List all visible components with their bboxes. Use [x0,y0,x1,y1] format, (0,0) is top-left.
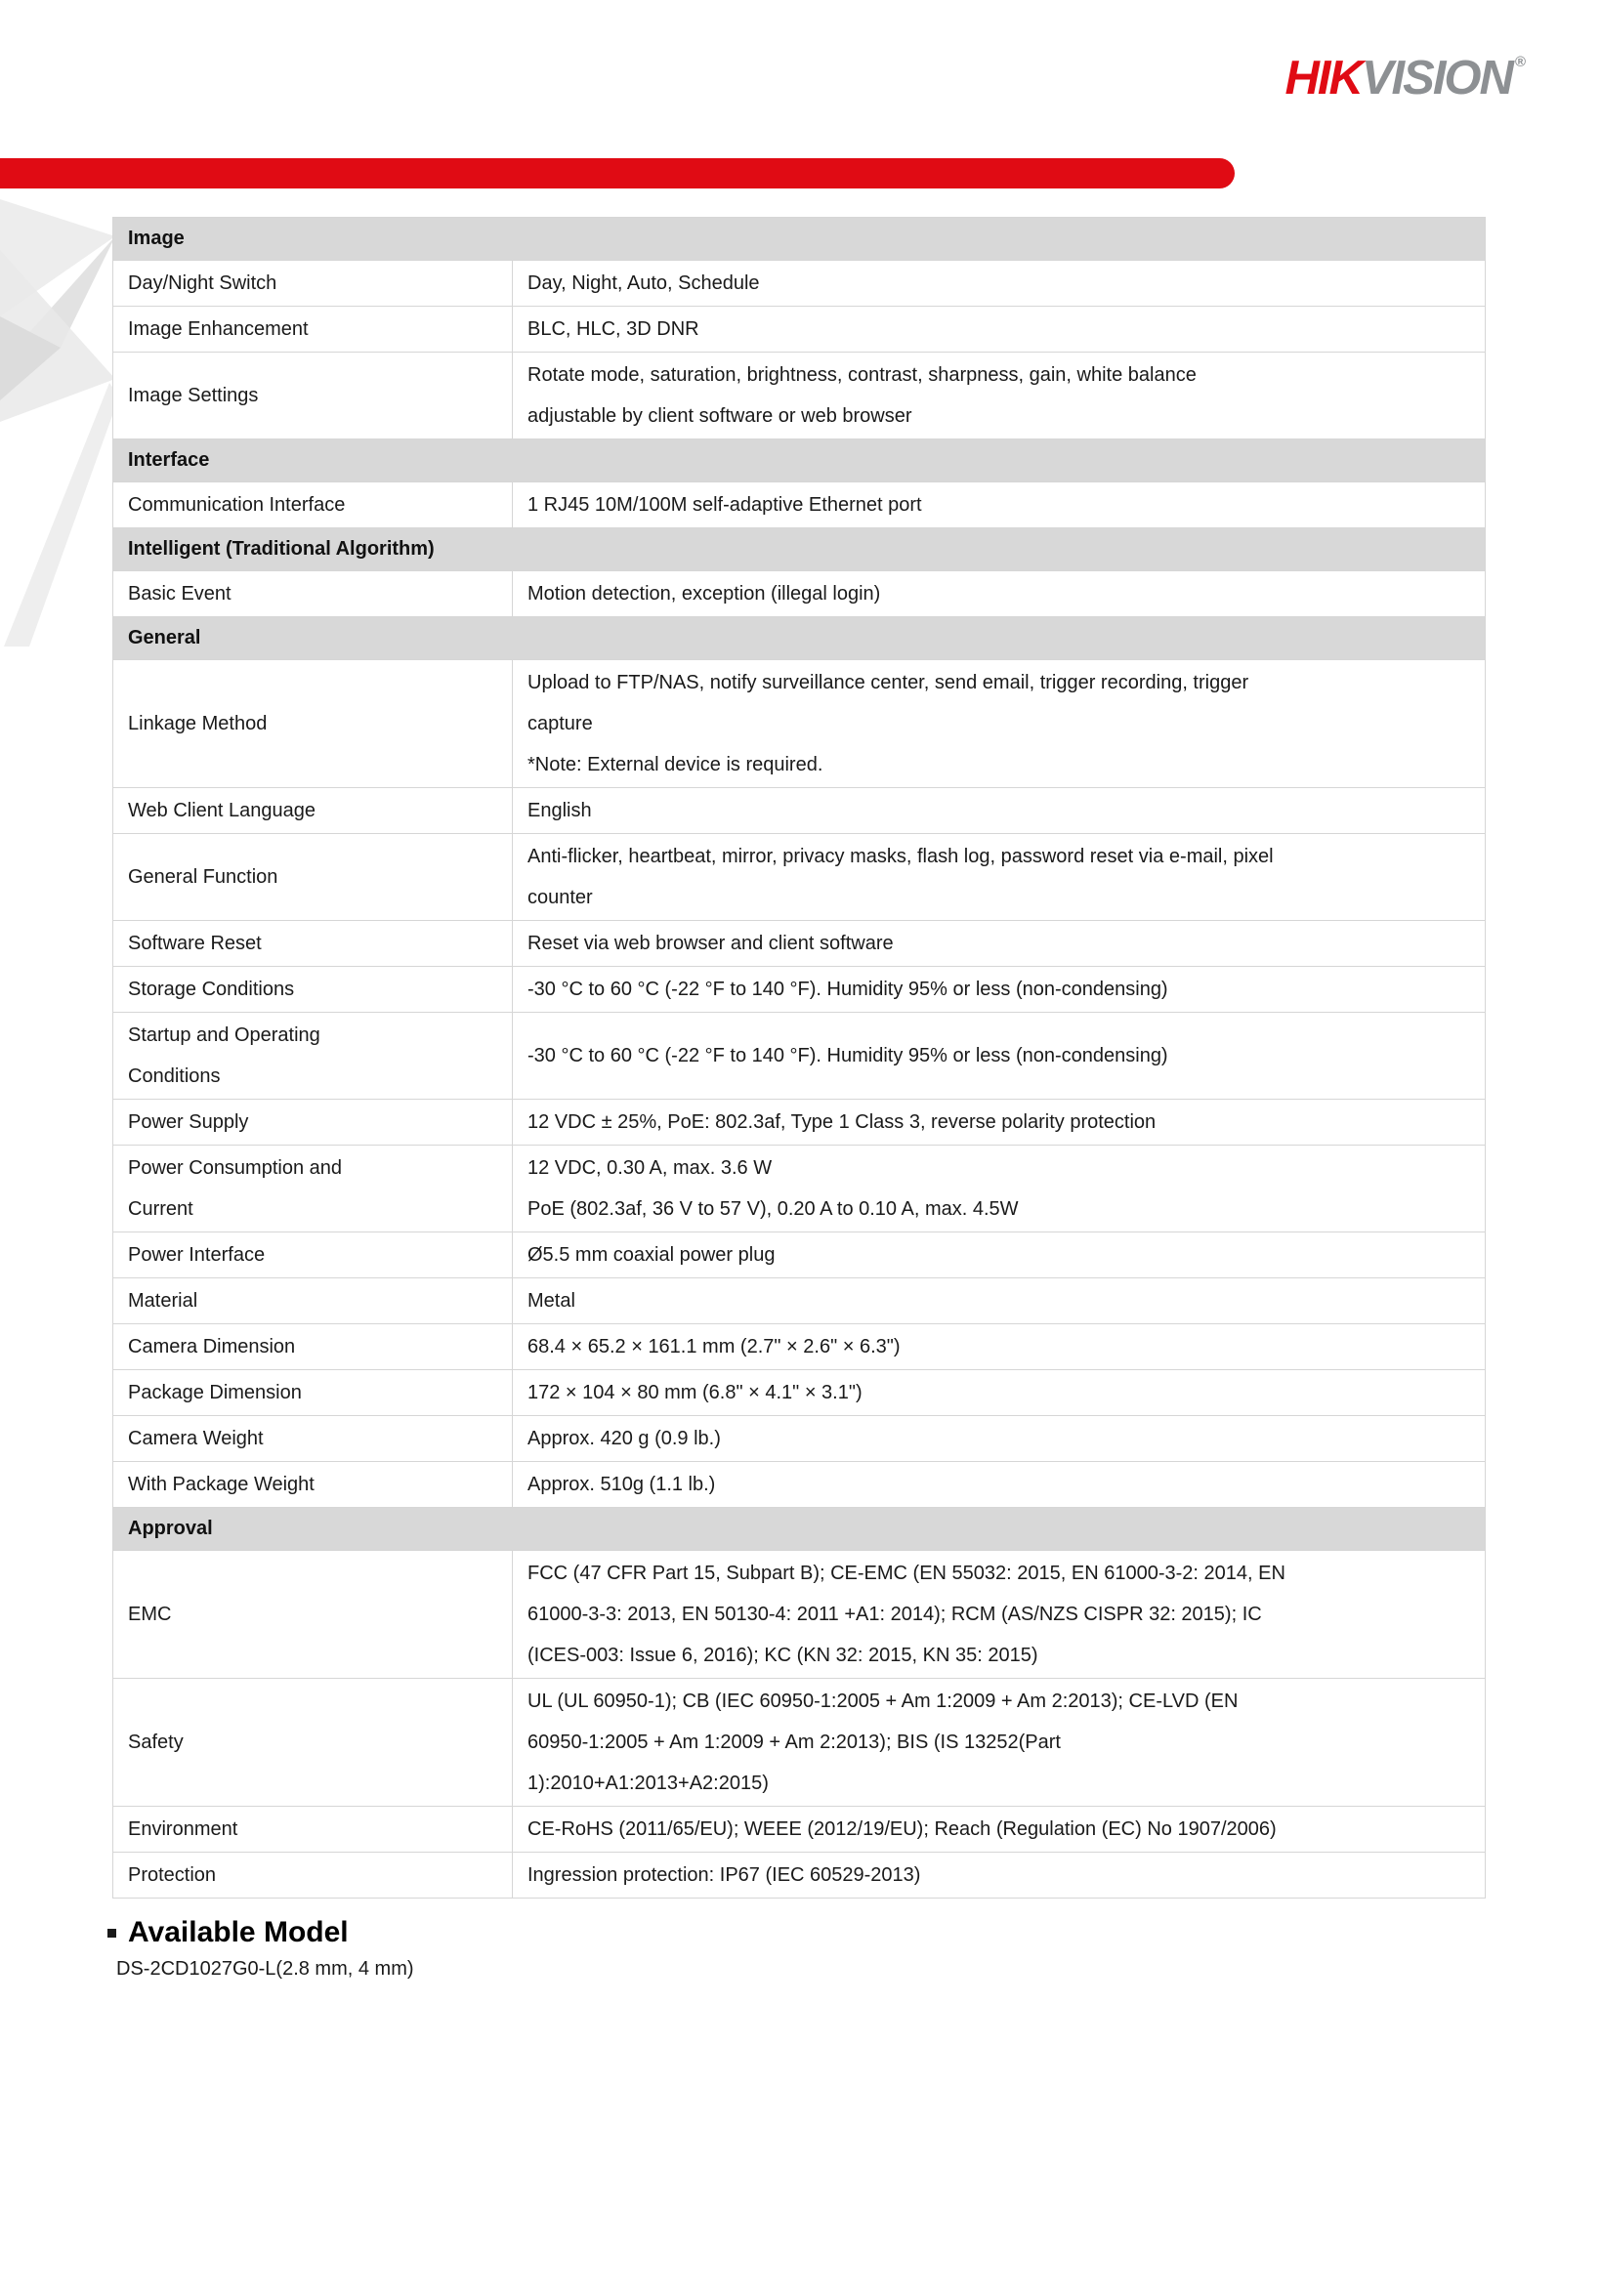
spec-value-line: 1):2010+A1:2013+A2:2015) [527,1773,769,1794]
spec-value-line: Anti-flicker, heartbeat, mirror, privacy masks, flash log, password reset via e-mail, pixel [527,846,1274,867]
spec-value-cell [513,1278,1485,1323]
spec-value-cell [513,307,1485,352]
section-header-label: General [128,627,201,648]
spec-row [113,1370,1485,1416]
specification-table [112,217,1486,1899]
spec-label-cell [113,1807,513,1852]
spec-value-cell [513,482,1485,527]
spec-value-cell [513,1370,1485,1415]
spec-value-line: 68.4 × 65.2 × 161.1 mm (2.7" × 2.6" × 6.3") [527,1336,901,1357]
spec-label: Linkage Method [128,713,268,734]
spec-value-line: adjustable by client software or web browser [527,405,912,427]
spec-value-line: Rotate mode, saturation, brightness, contrast, sharpness, gain, white balance [527,364,1197,386]
spec-value-cell [513,1551,1485,1678]
spec-row [113,571,1485,617]
spec-row [113,834,1485,921]
spec-label: Communication Interface [128,494,346,516]
spec-value-line: Motion detection, exception (illegal login) [527,583,881,605]
spec-label: Storage Conditions [128,979,295,1000]
spec-value-line: FCC (47 CFR Part 15, Subpart B); CE-EMC (EN 55032: 2015, EN 61000-3-2: 2014, EN [527,1563,1285,1584]
spec-label: Material [128,1290,198,1312]
spec-value-line: 172 × 104 × 80 mm (6.8" × 4.1" × 3.1") [527,1382,863,1403]
spec-value-line: Ø5.5 mm coaxial power plug [527,1244,776,1266]
section-header-label: Intelligent (Traditional Algorithm) [128,538,435,560]
spec-row [113,1853,1485,1899]
spec-label-cell [113,1146,513,1231]
spec-value-line: Reset via web browser and client software [527,933,894,954]
spec-value-cell [513,1100,1485,1145]
available-model-section [107,1916,414,1981]
spec-value-line: English [527,800,592,821]
spec-label: Camera Dimension [128,1336,296,1357]
spec-label: With Package Weight [128,1474,315,1495]
logo-hik-text: HIK [1284,52,1362,104]
spec-value-cell [513,571,1485,616]
registered-trademark-icon: ® [1514,54,1526,70]
spec-value-line: 60950-1:2005 + Am 1:2009 + Am 2:2013); BIS (IS 13252(Part [527,1732,1061,1753]
spec-value-line: Day, Night, Auto, Schedule [527,272,760,294]
section-header-row [113,1508,1485,1551]
spec-value-line: 12 VDC ± 25%, PoE: 802.3af, Type 1 Class 3, reverse polarity protection [527,1111,1157,1133]
section-header-row [113,528,1485,571]
spec-value-cell [513,1462,1485,1507]
spec-label-cell [113,967,513,1012]
spec-value-cell [513,1807,1485,1852]
spec-label-cell [113,788,513,833]
spec-value-cell [513,660,1485,787]
spec-label-cell [113,307,513,352]
spec-value-line: BLC, HLC, 3D DNR [527,318,699,340]
spec-label-cell [113,1370,513,1415]
spec-label: Power Interface [128,1244,266,1266]
spec-label-cell [113,1324,513,1369]
spec-label: Image Settings [128,385,259,406]
available-model-title: Available Model [128,1916,349,1948]
spec-label: Power Consumption and Current [128,1157,343,1220]
spec-value-line: Metal [527,1290,575,1312]
section-header-row [113,218,1485,261]
section-header-label: Approval [128,1518,213,1539]
spec-label: Basic Event [128,583,232,605]
spec-value-line: 12 VDC, 0.30 A, max. 3.6 W [527,1157,773,1179]
spec-label: EMC [128,1604,172,1625]
spec-label: Day/Night Switch [128,272,277,294]
spec-row [113,482,1485,528]
section-header-row [113,439,1485,482]
spec-label-cell [113,1853,513,1898]
spec-row [113,921,1485,967]
spec-label: Package Dimension [128,1382,302,1403]
spec-value-line: capture [527,713,593,734]
spec-row [113,1100,1485,1146]
spec-row [113,1324,1485,1370]
spec-row [113,1462,1485,1508]
spec-row [113,967,1485,1013]
specification-table-wrap [112,217,1486,1899]
spec-label-cell [113,353,513,438]
spec-label-cell [113,482,513,527]
spec-label: Camera Weight [128,1428,264,1449]
spec-value-line: 61000-3-3: 2013, EN 50130-4: 2011 +A1: 2014); RCM (AS/NZS CISPR 32: 2015); IC [527,1604,1262,1625]
spec-value-cell [513,1013,1485,1099]
spec-row [113,353,1485,439]
spec-row [113,1679,1485,1807]
spec-value-cell [513,1146,1485,1231]
spec-value-line: 1 RJ45 10M/100M self-adaptive Ethernet port [527,494,922,516]
available-model-value: DS-2CD1027G0-L(2.8 mm, 4 mm) [116,1958,414,1980]
spec-value-cell [513,1853,1485,1898]
spec-label-cell [113,1100,513,1145]
spec-label: Safety [128,1732,184,1753]
spec-value-line: -30 °C to 60 °C (-22 °F to 140 °F). Humidity 95% or less (non-condensing) [527,1045,1168,1066]
section-header-label: Image [128,228,185,249]
spec-label: Power Supply [128,1111,249,1133]
spec-row [113,788,1485,834]
spec-row [113,660,1485,788]
spec-label-cell [113,1462,513,1507]
spec-label: General Function [128,866,278,888]
spec-value-line: counter [527,887,593,908]
spec-label: Startup and Operating Conditions [128,1024,320,1087]
section-header-row [113,617,1485,660]
prism-watermark-icon [0,191,119,647]
spec-value-line: Ingression protection: IP67 (IEC 60529-2013) [527,1864,921,1886]
spec-value-cell [513,967,1485,1012]
spec-value-line: UL (UL 60950-1); CB (IEC 60950-1:2005 + Am 1:2009 + Am 2:2013); CE-LVD (EN [527,1691,1239,1712]
spec-label-cell [113,921,513,966]
spec-label: Software Reset [128,933,262,954]
spec-value-line: -30 °C to 60 °C (-22 °F to 140 °F). Humidity 95% or less (non-condensing) [527,979,1168,1000]
spec-value-line: Upload to FTP/NAS, notify surveillance center, send email, trigger recording, trigger [527,672,1249,693]
spec-value-line: *Note: External device is required. [527,754,823,775]
spec-row [113,1416,1485,1462]
spec-value-cell [513,1416,1485,1461]
spec-label-cell [113,1551,513,1678]
spec-value-line: Approx. 510g (1.1 lb.) [527,1474,716,1495]
spec-value-cell [513,788,1485,833]
spec-value-cell [513,1679,1485,1806]
spec-label-cell [113,1416,513,1461]
spec-row [113,1146,1485,1232]
spec-value-cell [513,834,1485,920]
accent-bar [0,158,1235,188]
spec-value-cell [513,1232,1485,1277]
spec-label-cell [113,571,513,616]
spec-row [113,1278,1485,1324]
spec-label: Protection [128,1864,217,1886]
spec-label: Environment [128,1818,238,1840]
spec-label-cell [113,660,513,787]
spec-value-line: CE-RoHS (2011/65/EU); WEEE (2012/19/EU); Reach (Regulation (EC) No 1907/2006) [527,1818,1277,1840]
available-model-heading [107,1916,414,1949]
spec-value-cell [513,261,1485,306]
square-bullet-icon [107,1929,116,1938]
spec-label: Image Enhancement [128,318,309,340]
spec-value-cell [513,1324,1485,1369]
spec-label: Web Client Language [128,800,316,821]
spec-label-cell [113,1232,513,1277]
spec-value-cell [513,921,1485,966]
spec-row [113,1013,1485,1100]
spec-label-cell [113,1013,513,1099]
spec-row [113,307,1485,353]
spec-row [113,261,1485,307]
spec-label-cell [113,1679,513,1806]
section-header-label: Interface [128,449,210,471]
spec-label-cell [113,1278,513,1323]
spec-row [113,1807,1485,1853]
spec-row [113,1551,1485,1679]
spec-label-cell [113,261,513,306]
hikvision-logo [1284,52,1526,104]
spec-value-cell [513,353,1485,438]
spec-row [113,1232,1485,1278]
logo-vision-text: VISION [1361,52,1512,104]
spec-value-line: Approx. 420 g (0.9 lb.) [527,1428,721,1449]
spec-value-line: (ICES-003: Issue 6, 2016); KC (KN 32: 2015, KN 35: 2015) [527,1645,1038,1666]
spec-label-cell [113,834,513,920]
spec-value-line: PoE (802.3af, 36 V to 57 V), 0.20 A to 0.10 A, max. 4.5W [527,1198,1019,1220]
